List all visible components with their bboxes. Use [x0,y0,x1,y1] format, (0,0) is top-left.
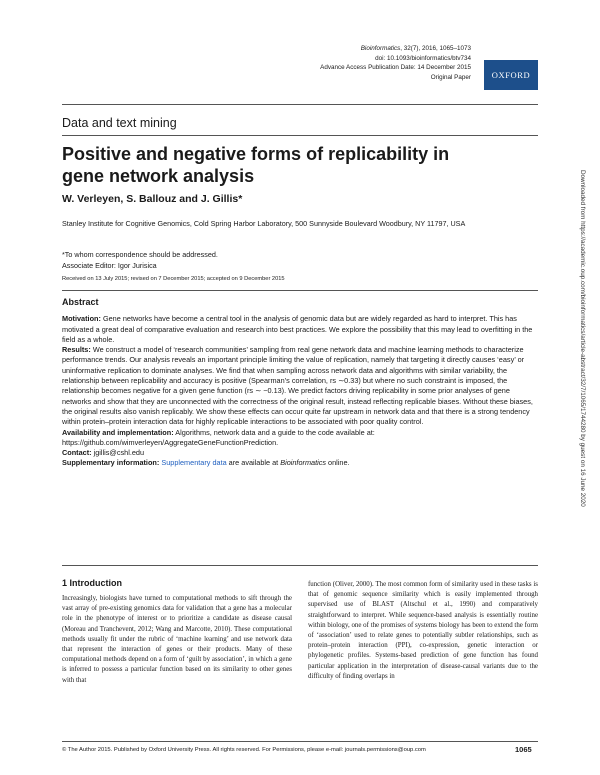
header-rule [62,104,538,105]
abstract [62,297,538,469]
associate-editor: Associate Editor: Igor Jurisica [62,261,157,270]
intro-heading: 1 Introduction [62,578,122,588]
authors: W. Verleyen, S. Ballouz and J. Gillis* [62,193,243,205]
supplementary-link[interactable]: Supplementary data [159,458,227,468]
copyright-footer: © The Author 2015. Published by Oxford University Press. All rights reserved. For Permissions, please e-mail: journals.permissions@oup.com [62,747,426,753]
citation-line: Bioinformatics, 32(7), 2016, 1065–1073 [360,45,471,52]
intro-right-text: function (Oliver, 2000). The most common form of similarity used in these tasks is that of genomic sequence similarity which is easily implemented through supervised use of BLAST (Altschul et al., 1990) and comparatively straightforward to interpret. While sequence-based analysis is essentially routine within biology, one of the promises of systems biology has been to extend the form of ‘association’ used to relate genes to potentially subtler relationships, such as protein–protein interaction (PPI), co-expression, genetic interaction or phylogenetic profiles. Systems-based prediction of gene function has found particular application in the interpretation of disease-causal variants due to the difficulty of finding overlaps in [308,581,538,680]
journal-name: Bioinformatics [360,45,401,52]
doi[interactable]: doi: 10.1093/bioinformatics/btv734 [375,54,471,62]
section-label: Data and text mining [62,116,177,130]
abstract-motivation: Motivation: Gene networks have become a central tool in the analysis of genomic data but are widely regarded as hard to interpret. This has motivated a great deal of comparative evaluation and research into best practices. We explore the possibility that this may lead to overfitting in the field as a whole. [62,314,533,344]
page-number: 1065 [515,745,532,754]
paper-type: Original Paper [430,73,471,81]
journal-header [211,44,471,82]
advance-access: Advance Access Publication Date: 14 December 2015 [320,64,471,72]
affiliation: Stanley Institute for Cognitive Genomics, Cold Spring Harbor Laboratory, 500 Sunnyside Boulevard Woodbury, NY 11797, USA [62,219,466,228]
intro-column-left [62,594,292,686]
abstract-heading: Abstract [62,297,99,307]
intro-column-right [308,580,538,682]
abstract-availability: Availability and implementation: Algorithms, network data and a guide to the code available at: https://github.com/wimverleyen/AggregateGeneFunctionPrediction. [62,427,375,447]
correspondence-block [62,249,218,271]
download-note: Downloaded from https://academic.oup.com/bioinformatics/article-abstract/32/7/1065/1744280 by guest on 16 June 2020 [579,170,586,507]
oxford-logo: OXFORD [484,60,538,90]
paper-title: Positive and negative forms of replicability in gene network analysis [62,144,450,186]
correspondence: *To whom correspondence should be addressed. [62,250,218,259]
received-dates: Received on 13 July 2015; revised on 7 December 2015; accepted on 9 December 2015 [62,276,285,282]
abstract-results: Results: We construct a model of ‘research communities’ sampling from real gene network data and machine learning methods to characterize performance trends. Our analysis reveals an important principle limiting the value of replication, namely that targeting it directly causes ‘easy’ or uninformative replication to dominate analyses. We find that when sampling across network data and algorithms with similar variability, the relationship between replicability and accuracy is positive (Spearman’s correlation, rs ∼0.33) but where no such constraint is imposed, the relationship becomes negative for a given gene function (rs ∼ −0.13). We predict factors driving replicability in some prior analyses of gene networks and show that they are unconnected with the correctness of the original result, instead reflecting replicable biases. Without these biases, the original results also vanish replicably. We show these effects can occur quite far upstream in network data and that there is a strong tendency within protein–protein interaction data for highly replicable interactions to be associated with poor quality control. [62,345,533,427]
abstract-top-rule [62,290,538,291]
footer-rule [62,741,538,742]
section-rule [62,135,538,136]
abstract-contact: Contact: jgillis@cshl.edu [62,448,145,458]
intro-left-text: Increasingly, biologists have turned to computational methods to sift through the vast array of pre-existing genomics data for validation that a gene has a molecular role in the phenotype of interest or to prioritize a candidate as disease causal (Moreau and Tranchevent, 2012; Wang and Marcotte, 2010). These computational methods usually fit under the rubric of ‘machine learning’ and use network data that represent the interaction of genes or their products. Many of these computational methods depend on a form of ‘guilt by association’, in which a gene is inferred to possess a particular function based on its similarity to other genes with that [62,595,292,684]
abstract-supplementary: Supplementary information: Supplementary data are available at Bioinformatics online. [62,458,350,468]
abstract-bottom-rule [62,565,538,566]
